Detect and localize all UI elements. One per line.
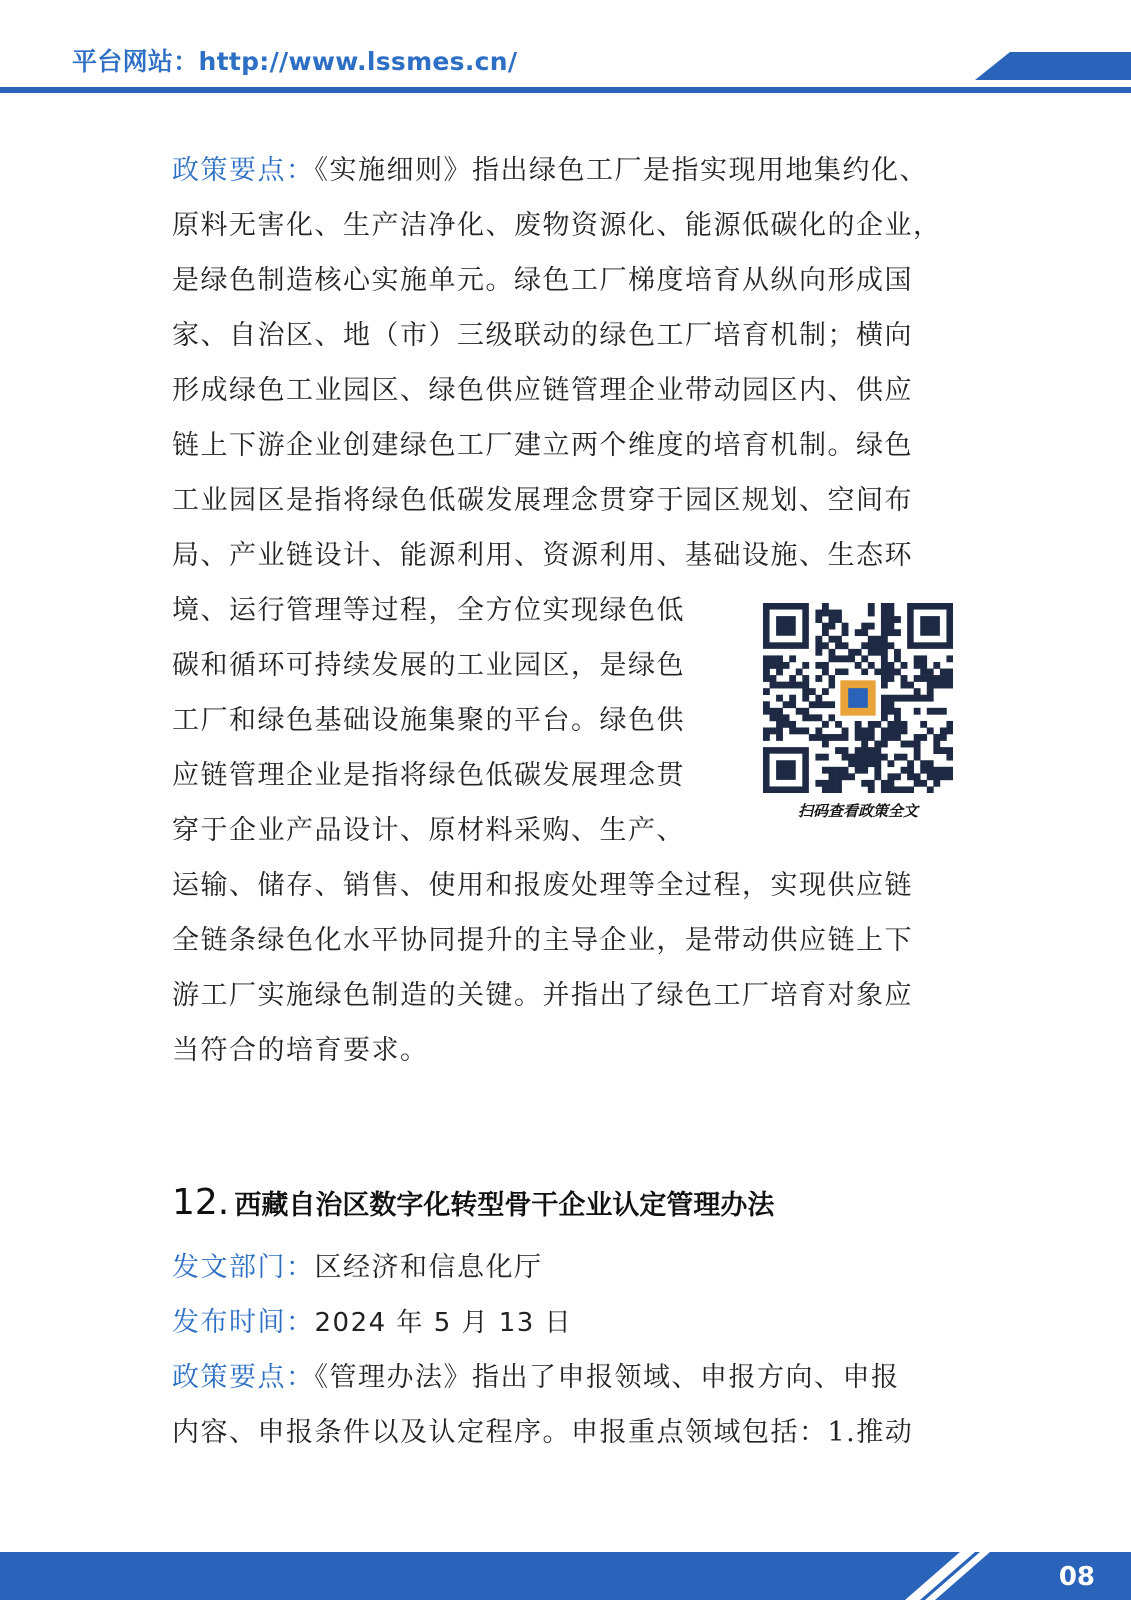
- text-line: 碳和循环可持续发展的工业园区，是绿色: [172, 650, 685, 681]
- text-line: 工业园区是指将绿色低碳发展理念贯穿于园区规划、空间布: [172, 485, 913, 516]
- date-line: [172, 1295, 913, 1350]
- text-line: 原料无害化、生产洁净化、废物资源化、能源低碳化的企业，: [172, 210, 942, 241]
- text-line: 工厂和绿色基础设施集聚的平台。绿色供: [172, 705, 685, 736]
- header-rule: [0, 87, 1131, 93]
- dept-line: [172, 1240, 913, 1295]
- text-line: 局、产业链设计、能源利用、资源利用、基础设施、生态环: [172, 540, 913, 571]
- qr-code-icon[interactable]: [763, 603, 953, 793]
- page-header: [0, 0, 1131, 100]
- text-line: 运输、储存、销售、使用和报废处理等全过程，实现供应链: [172, 870, 913, 901]
- text-line: 链上下游企业创建绿色工厂建立两个维度的培育机制。绿色: [172, 430, 913, 461]
- footer-bar: [0, 1552, 1131, 1600]
- text-line: 全链条绿色化水平协同提升的主导企业，是带动供应链上下: [172, 925, 913, 956]
- policy-points-label: 政策要点：: [172, 155, 315, 186]
- policy-meta-section: [172, 1240, 913, 1460]
- site-url[interactable]: 平台网站：http://www.lssmes.cn/: [72, 47, 518, 76]
- text-line: 应链管理企业是指将绿色低碳发展理念贯: [172, 760, 685, 791]
- section-heading: [172, 1182, 774, 1232]
- policy-points-label: 政策要点：: [172, 1362, 315, 1393]
- section-title: 西藏自治区数字化转型骨干企业认定管理办法: [234, 1190, 775, 1221]
- qr-caption: 扫码查看政策全文: [797, 802, 918, 820]
- header-decoration: [0, 0, 1131, 100]
- text-line: 家、自治区、地（市）三级联动的绿色工厂培育机制；横向: [172, 320, 913, 351]
- text-line: 游工厂实施绿色制造的关键。并指出了绿色工厂培育对象应: [172, 980, 913, 1011]
- page-number: 08: [1058, 1562, 1095, 1592]
- text-line: 境、运行管理等过程，全方位实现绿色低: [172, 595, 685, 626]
- text-line: 形成绿色工业园区、绿色供应链管理企业带动园区内、供应: [172, 375, 913, 406]
- dept-value: 区经济和信息化厅: [314, 1252, 543, 1283]
- section-number: 12.: [172, 1182, 230, 1223]
- text-line: 穿于企业产品设计、原材料采购、生产、: [172, 815, 685, 846]
- text-line: 政策要点：《实施细则》指出绿色工厂是指实现用地集约化、: [172, 155, 928, 186]
- dept-label: 发文部门：: [172, 1252, 315, 1283]
- date-value: 2024 年 5 月 13 日: [314, 1308, 573, 1338]
- text-line: 是绿色制造核心实施单元。绿色工厂梯度培育从纵向形成国: [172, 265, 913, 296]
- text-line: 内容、申报条件以及认定程序。申报重点领域包括：1.推动: [172, 1417, 914, 1448]
- date-label: 发布时间：: [172, 1307, 315, 1338]
- text-line: 政策要点：《管理办法》指出了申报领域、申报方向、申报: [172, 1362, 900, 1393]
- text-line: 当符合的培育要求。: [172, 1035, 429, 1066]
